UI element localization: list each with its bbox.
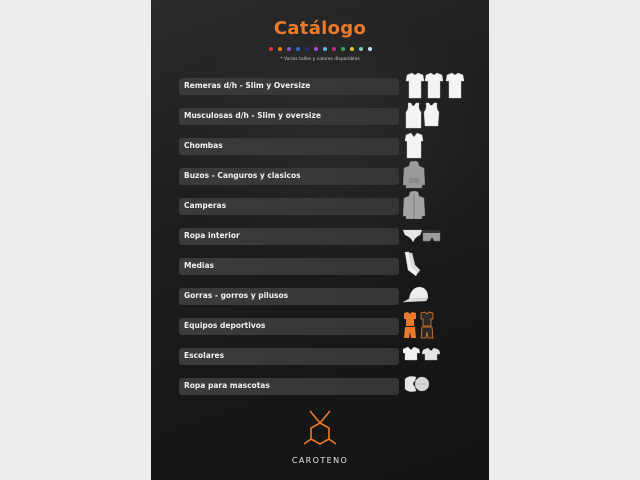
item-label: Chombas [184,141,223,150]
color-dot [287,47,291,51]
item-label: Remeras d/h - Slim y Oversize [184,81,311,90]
catalog-item-musculosas[interactable] [179,108,469,127]
item-bar [179,348,399,365]
item-bar [179,78,399,95]
item-bar [179,168,399,185]
brand-name: CAROTENO [291,456,349,465]
item-label: Ropa para mascotas [184,381,270,390]
item-label: Camperas [184,201,227,210]
catalog-item-escolares[interactable] [179,348,469,367]
item-bar [179,378,399,395]
color-dot [296,47,300,51]
catalog-item-medias[interactable] [179,258,469,277]
color-dot [350,47,354,51]
item-label: Gorras - gorros y pilusos [184,291,289,300]
color-dot [359,47,363,51]
color-dot [305,47,309,51]
color-dots [151,47,489,51]
catalog-item-chombas[interactable] [179,138,469,157]
color-dot [314,47,318,51]
catalog-item-mascotas[interactable] [179,378,469,397]
color-dot [323,47,327,51]
item-bar [179,108,399,125]
item-bar [179,258,399,275]
polo-shirt-icon [403,131,469,159]
tshirts-icon [403,71,469,99]
item-bar [179,198,399,215]
catalog-item-camperas[interactable] [179,198,469,217]
color-dot [269,47,273,51]
item-label: Ropa interior [184,231,240,240]
color-dot [368,47,372,51]
socks-icon [403,251,469,279]
caroteno-logo [296,410,344,450]
jacket-icon [403,191,469,219]
page-title: Catálogo [273,18,367,39]
item-bar [179,288,399,305]
catalog-item-buzos[interactable] [179,168,469,187]
item-label: Medias [184,261,215,270]
color-dot [332,47,336,51]
color-dot [341,47,345,51]
catalog-item-remeras[interactable] [179,78,469,97]
catalog-item-equipos-deportivos[interactable] [179,318,469,337]
hoodie-icon [403,161,469,189]
color-dot [278,47,282,51]
item-label: Equipos deportivos [184,321,266,330]
catalog-page [151,0,489,480]
sports-kit-icon [403,311,469,339]
school-clothes-icon [403,341,469,369]
underwear-icon [403,221,469,249]
item-bar [179,138,399,155]
item-label: Musculosas d/h - Slim y oversize [184,111,321,120]
catalog-item-gorras[interactable] [179,288,469,307]
item-label: Buzos - Canguros y clasicos [184,171,301,180]
cap-icon [403,281,469,309]
item-bar [179,228,399,245]
catalog-item-ropa-interior[interactable] [179,228,469,247]
pet-clothes-icon [403,371,469,399]
tank-tops-icon [403,101,469,129]
page-subtitle: * Varios talles y colores disponibles [280,57,360,62]
item-label: Escolares [184,351,225,360]
item-bar [179,318,399,335]
